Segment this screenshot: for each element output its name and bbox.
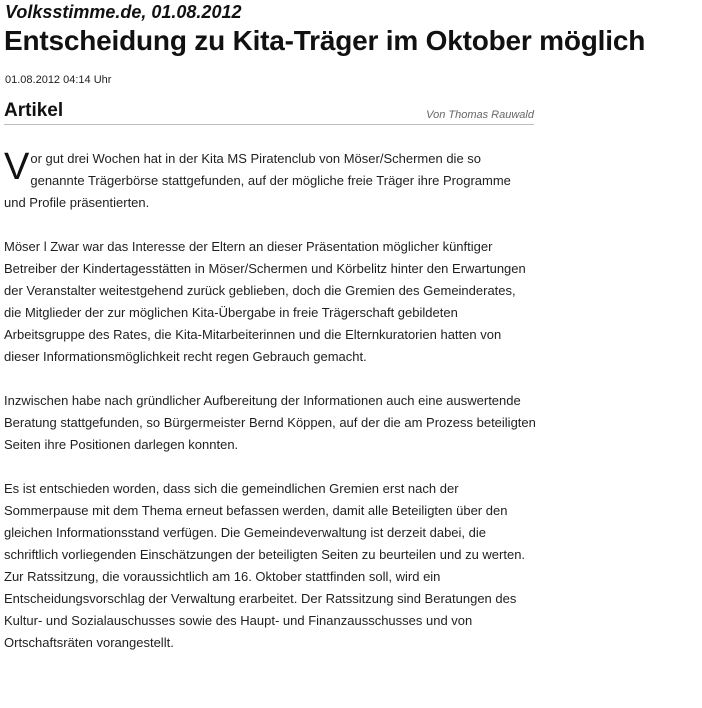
- author-byline: Von Thomas Rauwald: [426, 109, 534, 121]
- paragraph-text: or gut drei Wochen hat in der Kita MS Piratenclub von Möser/Schermen die so genannte Trägerbörse stattgefunden, auf der mögliche freie Träger ihre Programme und Profile präsentierten.: [4, 151, 511, 210]
- source-line: Volksstimme.de, 01.08.2012: [5, 2, 242, 22]
- section-title: Artikel: [4, 100, 64, 121]
- article-paragraph: Es ist entschieden worden, dass sich die gemeindlichen Gremien erst nach der Sommerpause mit dem Thema erneut befassen werden, damit alle Beteiligten über den gleichen Informationsstand verfügen. Die Gemeindeverwaltung ist derzeit dabei, die schriftlich vorliegenden Einschätzungen der beteiligten Seiten zu beurteilen und zu werten. Zur Ratssitzung, die voraussichtlich am 16. Oktober stattfinden soll, wird ein Entscheidungsvorschlag der Verwaltung erarbeitet. Der Ratssitzung sind Beratungen des Kultur- und Sozialauschusses sowie des Haupt- und Finanzausschusses und von Ortschaftsräten vorangestellt.: [4, 481, 526, 650]
- article-body: [4, 148, 536, 676]
- article-headline: Entscheidung zu Kita-Träger im Oktober möglich: [4, 25, 646, 56]
- section-header: [4, 100, 534, 125]
- article-paragraph: [4, 148, 536, 214]
- publish-timestamp: 01.08.2012 04:14 Uhr: [5, 74, 112, 86]
- drop-cap: V: [4, 146, 30, 188]
- article-paragraph: Inzwischen habe nach gründlicher Aufbereitung der Informationen auch eine auswertende Beratung stattgefunden, so Bürgermeister Bernd Köppen, auf der die am Prozess beteiligten Seiten ihre Positionen darlegen konnten.: [4, 393, 536, 452]
- article-paragraph: Möser l Zwar war das Interesse der Eltern an dieser Präsentation möglicher künftiger Betreiber der Kindertagesstätten in Möser/Schermen und Körbelitz hinter den Erwartungen der Veranstalter weitestgehend zurück geblieben, doch die Gremien des Gemeinderates, die Mitglieder der zur möglichen Kita-Übergabe in freie Trägerschaft gebildeten Arbeitsgruppe des Rates, die Kita-Mitarbeiterinnen und die Elternkuratorien hatten von dieser Informationsmöglichkeit recht regen Gebrauch gemacht.: [4, 239, 526, 364]
